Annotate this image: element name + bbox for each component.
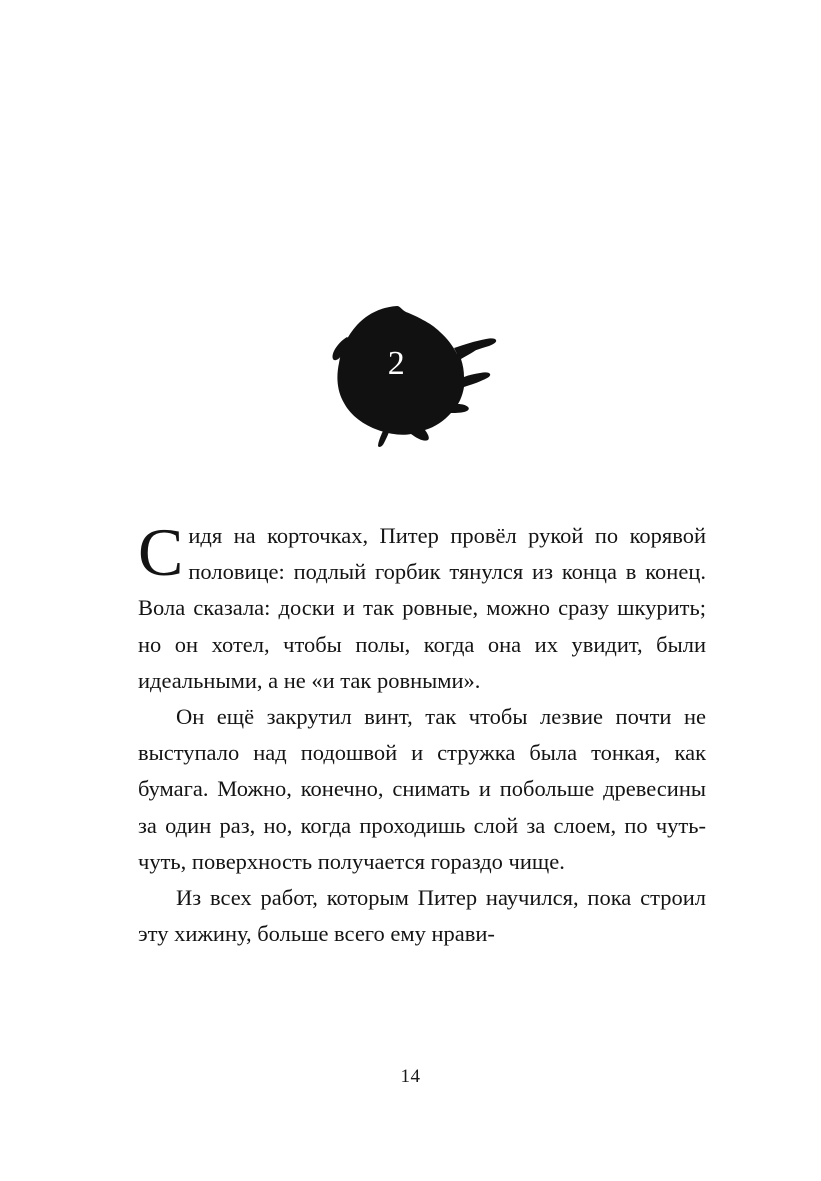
drop-cap: С (138, 514, 184, 590)
paragraph-1 (138, 514, 706, 699)
chapter-ornament (0, 300, 821, 450)
chapter-number: 2 (387, 344, 406, 382)
ink-blot-wrapper (323, 303, 498, 448)
body-text (138, 514, 706, 952)
paragraph-3: Из всех работ, которым Питер научился, пока строил эту хижину, больше всего ему нрави- (138, 885, 706, 947)
paragraph-2: Он ещё закрутил винт, так чтобы лезвие почти не выступало над подошвой и стружка была тонкая, как бумага. Можно, конечно, снимать и побольше древесины за один раз, но, когда проходишь слой за слоем, по чуть-чуть, поверхность получается гораздо чище. (138, 704, 706, 874)
paragraph-1-text: идя на корточках, Питер провёл рукой по корявой половице: подлый горбик тянулся из конца в конец. Вола сказала: доски и так ровные, можно сразу шкурить; но он хотел, чтобы полы, когда она их увидит, были идеальными, а не «и так ровными». (138, 523, 706, 693)
page-number: 14 (400, 1066, 421, 1087)
